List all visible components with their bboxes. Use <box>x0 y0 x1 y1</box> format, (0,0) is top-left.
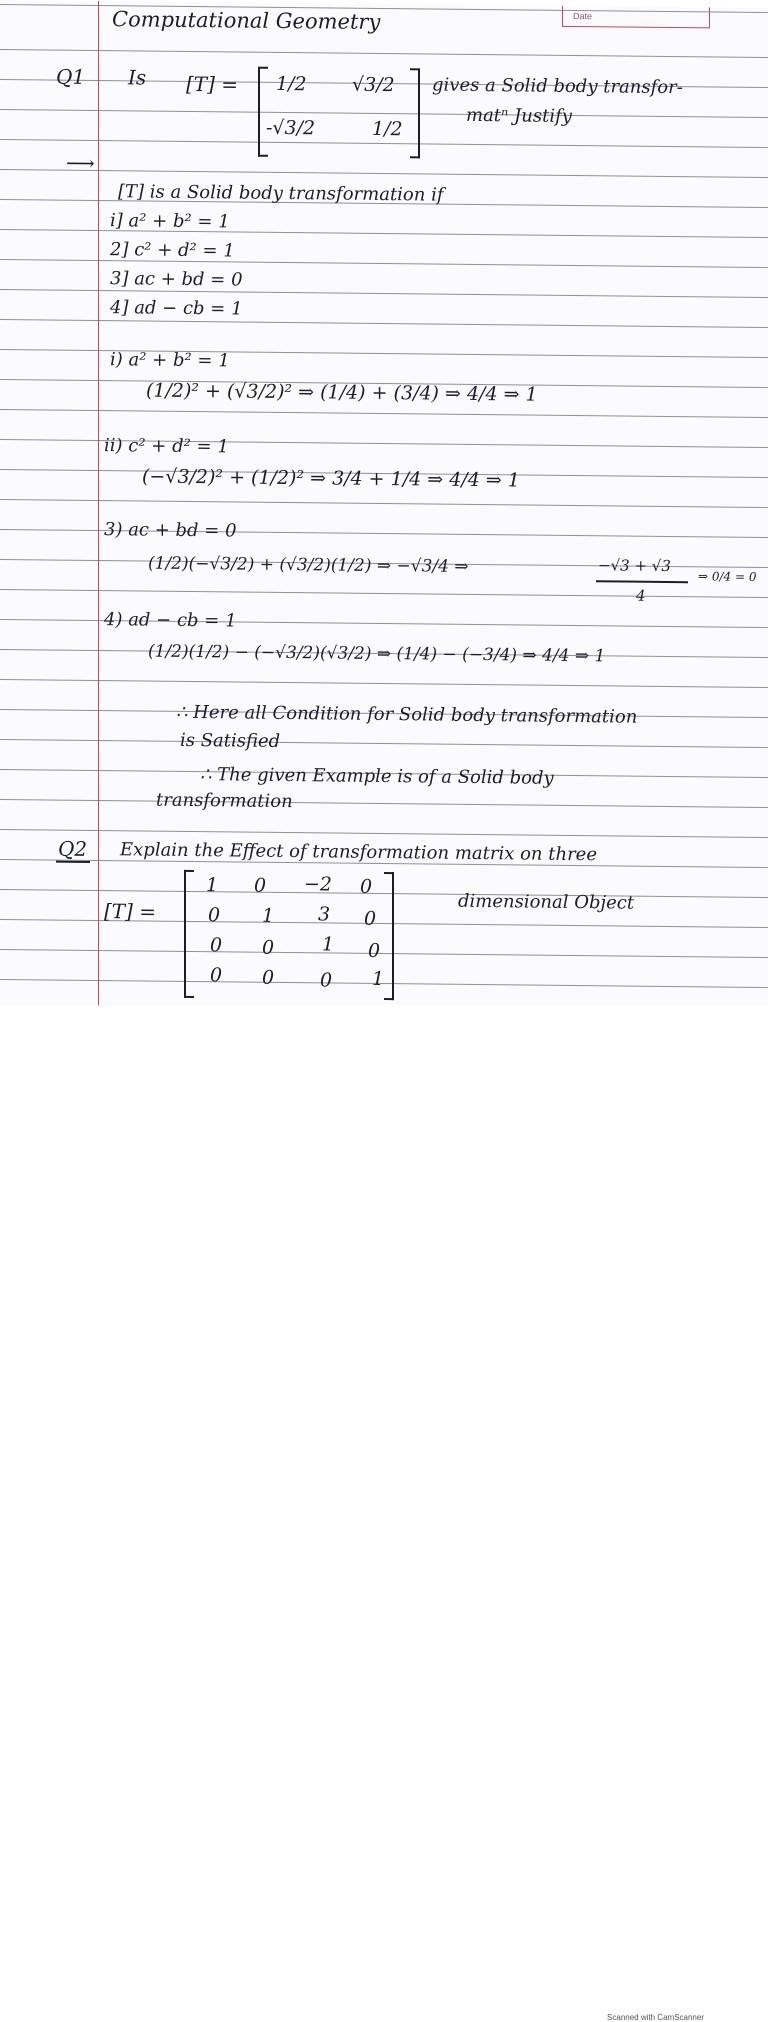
q2-matrix-cell: 0 <box>262 936 275 959</box>
q1-matrix-cell: 1/2 <box>372 117 403 141</box>
q2-matrix-name: [T] = <box>104 899 157 924</box>
q2-matrix-cell: 3 <box>318 903 331 926</box>
conclusion-line: is Satisfied <box>180 729 281 752</box>
q1-label: Q1 <box>56 64 86 89</box>
conclusion-line: transformation <box>156 789 293 813</box>
page-title: Computational Geometry <box>112 7 381 34</box>
q2-matrix-cell: 0 <box>210 964 223 987</box>
answer-arrow: ⟶ <box>66 150 95 175</box>
conclusion-line: ∴ The given Example is of a Solid body <box>200 764 554 789</box>
scanner-watermark: Scanned with CamScanner <box>607 2013 704 2022</box>
fraction-bar <box>596 580 688 583</box>
fraction-tail: ⇒ 0/4 = 0 <box>698 569 757 584</box>
q2-matrix-cell: 0 <box>254 874 267 897</box>
q2-matrix-cell: 1 <box>372 967 385 991</box>
q2-matrix-cell: 1 <box>206 874 219 897</box>
q2-matrix-cell: 0 <box>368 939 381 962</box>
q2-matrix-left-bracket <box>184 870 194 998</box>
q1-question-line2: matⁿ Justify <box>466 104 572 127</box>
q2-label-underline <box>56 861 90 863</box>
q1-question-line1: gives a Solid body transfor- <box>432 74 683 99</box>
condition-item: 4] ad − cb = 1 <box>110 297 243 320</box>
q1-matrix-left-bracket <box>258 67 268 157</box>
check-heading: 3) ac + bd = 0 <box>104 519 237 542</box>
check-heading: ii) c² + d² = 1 <box>104 435 229 458</box>
q2-matrix-right-bracket <box>384 872 394 1000</box>
q1-matrix-right-bracket <box>410 68 420 158</box>
conditions-intro: [T] is a Solid body transformation if <box>118 181 444 206</box>
q2-matrix-cell: 0 <box>320 969 333 992</box>
date-label: Date <box>573 11 593 22</box>
scan-footer <box>0 1005 768 2022</box>
q2-line1: Explain the Effect of transformation matrix on three <box>120 839 597 866</box>
q2-matrix-cell: 1 <box>322 933 335 956</box>
q1-matrix-cell: -√3/2 <box>266 116 316 140</box>
q2-matrix-cell: 1 <box>262 904 275 927</box>
check-work: (1/2)² + (√3/2)² ⇒ (1/4) + (3/4) ⇒ 4/4 ⇒ 1 <box>146 379 538 406</box>
q2-matrix-cell: −2 <box>304 873 333 896</box>
fraction-denominator: 4 <box>636 586 646 605</box>
q1-prefix: Is <box>128 65 147 90</box>
date-box <box>562 6 710 29</box>
q1-matrix-cell: √3/2 <box>352 73 395 97</box>
check-heading: i) a² + b² = 1 <box>110 349 230 372</box>
condition-item: 2] c² + d² = 1 <box>110 239 235 262</box>
fraction-numerator: −√3 + √3 <box>598 556 671 576</box>
condition-item: i] a² + b² = 1 <box>110 210 230 233</box>
q1-matrix-cell: 1/2 <box>276 72 307 96</box>
q2-matrix-cell: 0 <box>262 966 275 989</box>
check-work: (1/2)(1/2) − (−√3/2)(√3/2) ⇒ (1/4) − (−3/4) ⇒ 4/4 ⇒ 1 <box>148 641 606 667</box>
q2-matrix-cell: 0 <box>360 875 373 898</box>
q2-matrix-cell: 0 <box>210 934 223 957</box>
q2-label: Q2 <box>58 836 88 861</box>
q2-matrix-cell: 0 <box>364 907 377 930</box>
q2-line2: dimensional Object <box>458 890 635 914</box>
conclusion-line: ∴ Here all Condition for Solid body transformation <box>176 701 638 728</box>
condition-item: 3] ac + bd = 0 <box>110 268 243 291</box>
margin-line <box>98 1 99 1006</box>
q2-matrix-cell: 0 <box>208 904 221 927</box>
q1-matrix-name: [T] = <box>186 71 239 97</box>
check-work: (−√3/2)² + (1/2)² ⇒ 3/4 + 1/4 ⇒ 4/4 ⇒ 1 <box>142 465 520 492</box>
check-heading: 4) ad − cb = 1 <box>104 609 237 632</box>
check-work: (1/2)(−√3/2) + (√3/2)(1/2) ⇒ −√3/4 ⇒ <box>148 553 469 577</box>
